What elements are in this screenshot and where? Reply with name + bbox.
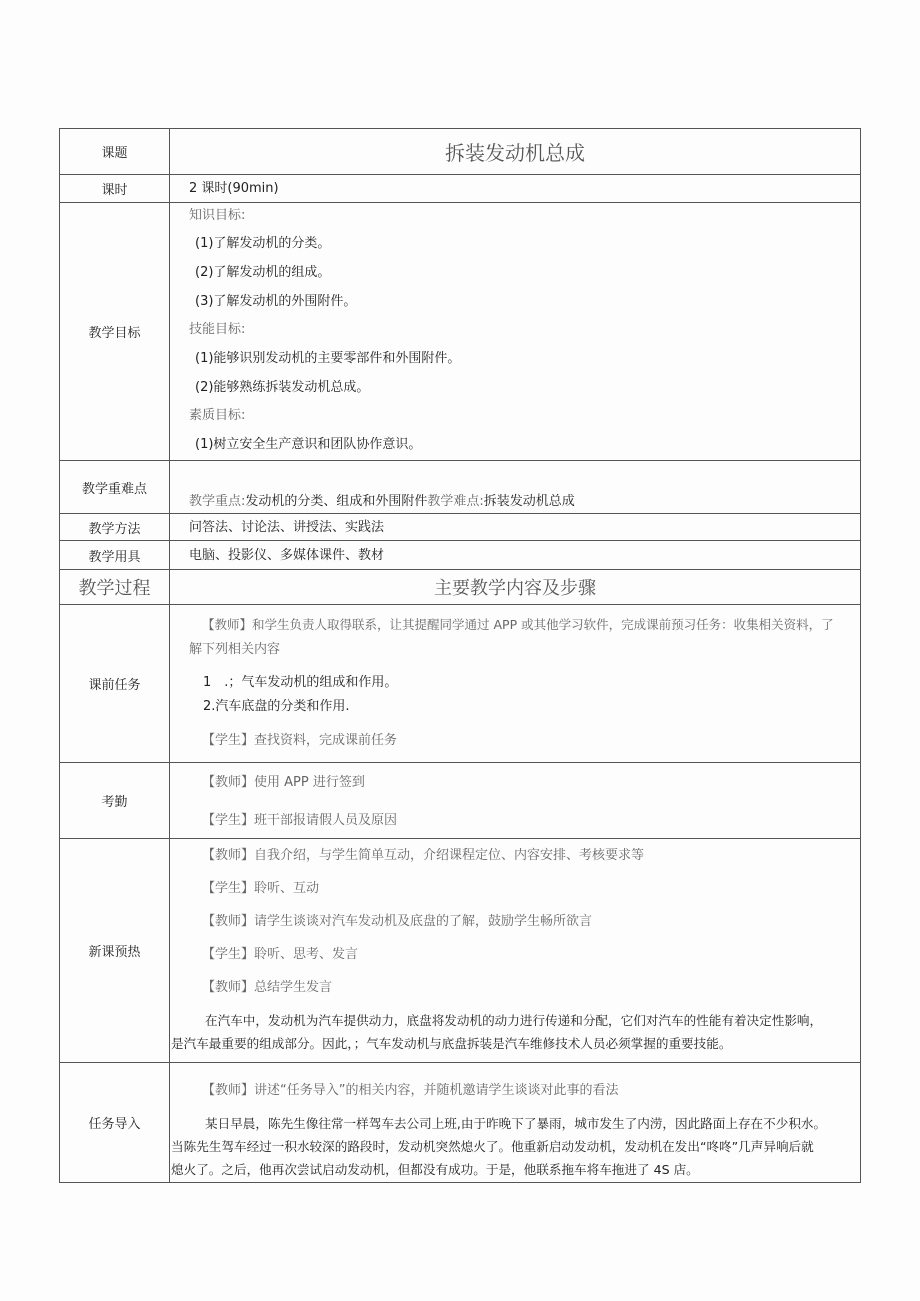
warmup-row [60,839,860,1063]
difficulty-prefix: 教学难点: [427,494,484,509]
pre-task-item-1: 1 .；气车发动机的组成和作用。 [203,675,398,690]
task-intro-paragraph-line2: 当陈先生驾车经过一积水较深的路段时，发动机突然熄火了。他重新启动发动机，发动机在发出“咚咚”几声异响后就 [171,1139,814,1154]
goals-row [60,203,860,461]
warmup-line-5: 【教师】总结学生发言 [202,980,333,995]
goals-label: 教学目标 [60,203,170,460]
attendance-teacher: 【教师】使用 APP 进行签到 [202,775,365,790]
knowledge-goal-1: (1)了解发动机的分类。 [195,236,331,251]
topic-value: 拆装发动机总成 [445,141,585,165]
task-intro-row [60,1063,860,1182]
pre-task-label: 课前任务 [60,605,170,762]
warmup-paragraph-line2: 是汽车最重要的组成部分。因此，；气车发动机与底盘拆装是汽车维修技术人员必须掌握的重要技能。 [171,1036,732,1051]
pre-task-item-2: 2.汽车底盘的分类和作用. [203,699,350,714]
process-value: 主要教学内容及步骤 [434,578,596,599]
task-intro-paragraph-line1: 某日早晨，陈先生像往常一样驾车去公司上班,由于昨晚下了暴雨，城市发生了内涝，因此路面上存在不少积水。 [205,1116,827,1131]
pre-task-student: 【学生】查找资料，完成课前任务 [202,733,398,748]
attendance-row [60,763,860,839]
tools-row [60,541,860,570]
task-intro-paragraph-line3: 熄火了。之后，他再次尝试启动发动机，但都没有成功。于是，他联系拖车将车拖进了 4S 店。 [171,1162,699,1177]
task-intro-teacher: 【教师】讲述“任务导入”的相关内容，并随机邀请学生谈谈对此事的看法 [202,1083,619,1098]
knowledge-goal-3: (3)了解发动机的外围附件。 [195,294,357,309]
hours-label: 课时 [60,175,170,202]
quality-goals-title: 素质目标: [189,408,246,423]
attendance-label: 考勤 [60,763,170,838]
process-label: 教学过程 [60,570,170,604]
skill-goals-title: 技能目标: [189,322,246,337]
warmup-line-3: 【教师】请学生谈谈对汽车发动机及底盘的了解，鼓励学生畅所欲言 [202,914,593,929]
key-points-label: 教学重难点 [60,461,170,513]
methods-label: 教学方法 [60,514,170,540]
warmup-line-1: 【教师】自我介绍，与学生简单互动，介绍课程定位、内容安排、考核要求等 [202,848,645,863]
warmup-line-4: 【学生】聆听、思考、发言 [202,947,359,962]
methods-value: 问答法、讨论法、讲授法、实践法 [189,520,385,535]
warmup-label: 新课预热 [60,839,170,1062]
tools-value: 电脑、投影仪、多媒体课件、教材 [189,548,385,563]
topic-row [60,129,860,175]
hours-value: 2 课时(90min) [189,181,279,196]
skill-goal-2: (2)能够熟练拆装发动机总成。 [195,380,370,395]
process-header-row [60,570,860,605]
lesson-plan-table [59,128,861,1183]
warmup-line-2: 【学生】聆听、互动 [202,881,320,896]
key-points-row [60,461,860,514]
key-point-prefix: 教学重点: [189,494,246,509]
pre-task-teacher-line2: 解下列相关内容 [189,642,281,657]
key-point-text: 发动机的分类、组成和外围附件 [245,494,428,509]
task-intro-label: 任务导入 [60,1063,170,1182]
topic-label: 课题 [60,129,170,174]
knowledge-goals-title: 知识目标: [189,208,246,223]
difficulty-text: 拆装发动机总成 [483,494,575,509]
methods-row [60,514,860,541]
knowledge-goal-2: (2)了解发动机的组成。 [195,265,331,280]
pre-task-row [60,605,860,763]
attendance-student: 【学生】班干部报请假人员及原因 [202,813,398,828]
tools-label: 教学用具 [60,541,170,569]
quality-goal-1: (1)树立安全生产意识和团队协作意识。 [195,437,422,452]
warmup-paragraph-line1: 在汽车中，发动机为汽车提供动力，底盘将发动机的动力进行传递和分配，它们对汽车的性能有着决定性影响， [205,1013,823,1028]
hours-row [60,175,860,203]
pre-task-teacher-line1: 【教师】和学生负责人取得联系，让其提醒同学通过 APP 或其他学习软件，完成课前预习任务：收集相关资料，了 [202,617,834,632]
skill-goal-1: (1)能够识别发动机的主要零部件和外围附件。 [195,351,461,366]
